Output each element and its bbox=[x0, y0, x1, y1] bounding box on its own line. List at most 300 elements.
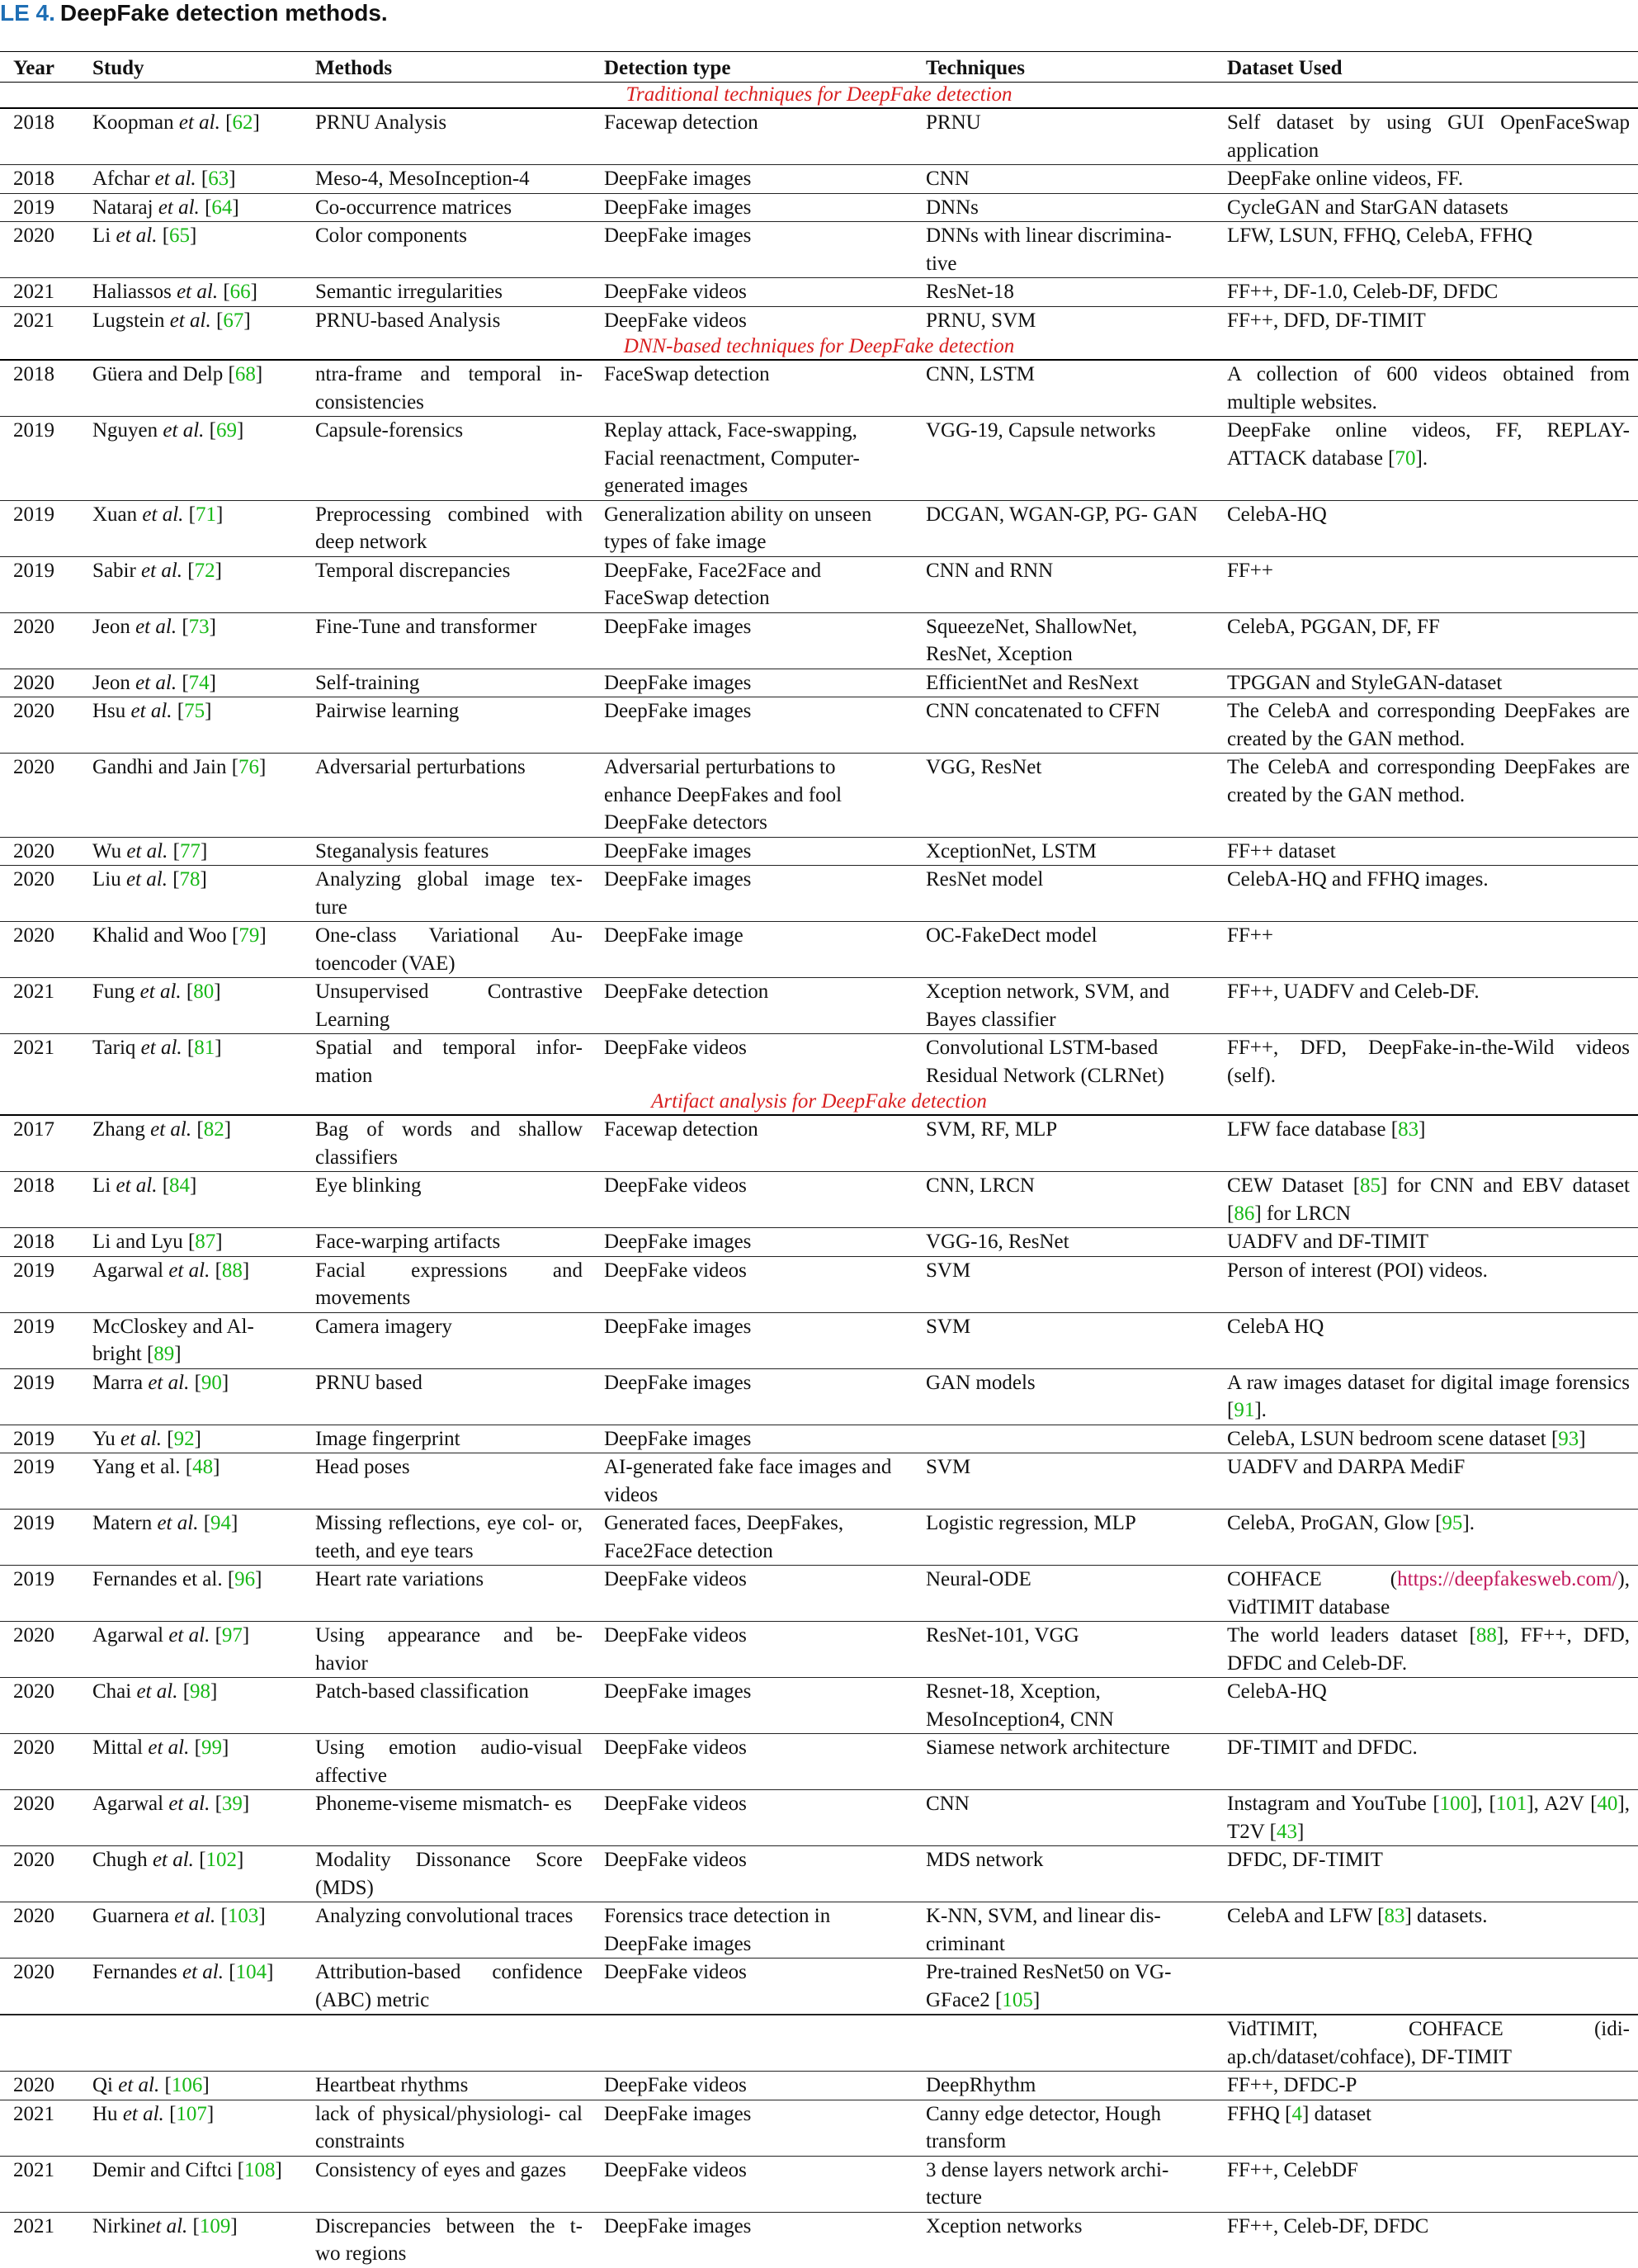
methods-cell: Capsule-forensics bbox=[302, 417, 591, 501]
dataset-cell bbox=[1214, 1846, 1638, 1902]
text-run: [ bbox=[182, 1037, 195, 1059]
techniques-cell: XceptionNet, LSTM bbox=[913, 837, 1214, 866]
methods-cell: ntra-frame and temporal in- consistencies bbox=[315, 363, 583, 413]
text-run: et al. bbox=[148, 1371, 190, 1394]
techniques-cell: MDS network bbox=[913, 1846, 1214, 1902]
text-run: [ bbox=[157, 224, 170, 247]
year-cell: 2020 bbox=[0, 222, 79, 278]
detection-type-cell: DeepFake images bbox=[591, 2100, 913, 2156]
techniques-cell: 3 dense layers network archi- tecture bbox=[913, 2156, 1214, 2212]
techniques-cell: Siamese network architecture bbox=[913, 1734, 1214, 1790]
study-cell bbox=[79, 1510, 302, 1566]
text-run: Demir and Ciftci [ bbox=[92, 2158, 244, 2181]
study-cell bbox=[79, 1846, 302, 1902]
methods-cell: Attribution-based confidence (ABC) metric bbox=[302, 1959, 591, 2015]
study-cell bbox=[79, 360, 302, 417]
text-run: TPGGAN and StyleGAN-dataset bbox=[1227, 671, 1503, 694]
detection-type-cell: DeepFake image bbox=[591, 922, 913, 978]
citation-ref: 86 bbox=[1234, 1202, 1255, 1225]
table-row bbox=[0, 1510, 1638, 1566]
table-label: LE 4. bbox=[0, 0, 55, 26]
text-run: [ bbox=[198, 1512, 211, 1534]
study-cell bbox=[79, 2072, 302, 2100]
table-row bbox=[0, 866, 1638, 922]
text-run: Chugh bbox=[92, 1849, 153, 1871]
detection-type-cell: DeepFake images bbox=[591, 165, 913, 194]
text-run: ] bbox=[242, 1793, 250, 1815]
text-run: [ bbox=[167, 868, 180, 891]
text-run: et al. bbox=[140, 1037, 182, 1059]
techniques-cell: CNN, LSTM bbox=[926, 363, 1035, 385]
table-row bbox=[0, 754, 1638, 838]
url-link[interactable]: https://deepfakesweb.com/ bbox=[1397, 1568, 1618, 1590]
techniques-cell: GAN models bbox=[913, 1368, 1214, 1425]
citation-ref: 79 bbox=[238, 924, 260, 947]
detection-type-cell: DeepFake detection bbox=[591, 978, 913, 1034]
text-run: [ bbox=[181, 980, 194, 1003]
text-run: ] bbox=[242, 1624, 250, 1647]
text-run: [ bbox=[177, 1680, 191, 1703]
detection-type-cell: DeepFake images bbox=[591, 1368, 913, 1425]
methods-cell: lack of physical/physiologi- cal constraints bbox=[302, 2100, 591, 2156]
text-run: DeepFake online videos, FF. bbox=[1227, 168, 1464, 190]
study-cell bbox=[79, 1566, 302, 1622]
text-run: et al. bbox=[136, 1680, 178, 1703]
citation-ref: 98 bbox=[190, 1680, 211, 1703]
text-run: Afchar bbox=[92, 168, 155, 190]
techniques-cell: CNN concatenated to CFFN bbox=[913, 697, 1214, 754]
text-run: CelebA-HQ bbox=[1227, 503, 1327, 526]
dataset-cell bbox=[1214, 1228, 1638, 1257]
methods-cell: Phoneme-viseme mismatch- es bbox=[302, 1790, 591, 1846]
citation-ref: 78 bbox=[179, 868, 201, 891]
dataset-cell bbox=[1214, 500, 1638, 556]
table-body bbox=[0, 83, 1638, 2268]
text-run: Li and Lyu [ bbox=[92, 1231, 196, 1253]
table-row bbox=[0, 1734, 1638, 1790]
year-cell: 2020 bbox=[0, 1790, 79, 1846]
text-run: VidTIMIT, COHFACE (idi- ap.ch/dataset/cohface), DF-TIMIT bbox=[1227, 2018, 1630, 2068]
year-cell: 2020 bbox=[0, 2072, 79, 2100]
text-run: Zhang bbox=[92, 1118, 151, 1141]
table-row bbox=[0, 1790, 1638, 1846]
text-run: CelebA, PGGAN, DF, FF bbox=[1227, 615, 1440, 638]
table-row bbox=[0, 2072, 1638, 2100]
year-cell: 2020 bbox=[0, 669, 79, 697]
text-run: ] bbox=[231, 1512, 238, 1534]
section-title: DNN-based techniques for DeepFake detection bbox=[0, 334, 1638, 360]
citation-ref: 83 bbox=[1384, 1905, 1405, 1927]
techniques-cell: SVM bbox=[913, 1453, 1214, 1510]
methods-cell: Pairwise learning bbox=[302, 697, 591, 754]
text-run: [ bbox=[163, 2102, 177, 2125]
study-cell bbox=[79, 1034, 302, 1090]
citation-ref: 101 bbox=[1495, 1793, 1527, 1815]
text-run: CelebA and LFW [ bbox=[1227, 1905, 1385, 1927]
methods-cell: Consistency of eyes and gazes bbox=[302, 2156, 591, 2212]
dataset-cell bbox=[1214, 2015, 1638, 2072]
citation-ref: 82 bbox=[203, 1118, 224, 1141]
methods-cell: Analyzing convolutional traces bbox=[302, 1902, 591, 1959]
text-run: COHFACE ( bbox=[1227, 1568, 1398, 1590]
detection-type-cell: DeepFake videos bbox=[591, 278, 913, 307]
year-cell: 2021 bbox=[0, 1034, 79, 1090]
text-run: [ bbox=[187, 2214, 200, 2237]
text-run: ] dataset bbox=[1302, 2102, 1371, 2125]
text-run: ] bbox=[221, 1736, 229, 1759]
citation-ref: 108 bbox=[243, 2158, 276, 2181]
citation-ref: 83 bbox=[1398, 1118, 1419, 1141]
year-cell: 2019 bbox=[0, 556, 79, 612]
techniques-cell: DNNs bbox=[913, 193, 1214, 222]
detection-type-cell bbox=[591, 2015, 913, 2072]
table-row bbox=[0, 1846, 1638, 1902]
text-run: ] bbox=[205, 700, 212, 722]
text-run: Li bbox=[92, 224, 116, 247]
dataset-cell bbox=[1214, 2072, 1638, 2100]
year-cell: 2018 bbox=[0, 165, 79, 194]
dataset-cell bbox=[1214, 1172, 1638, 1228]
year-cell: 2018 bbox=[13, 111, 54, 134]
methods-cell bbox=[302, 2015, 591, 2072]
citation-ref: 72 bbox=[194, 559, 215, 582]
dataset-cell bbox=[1214, 222, 1638, 278]
methods-cell: Head poses bbox=[302, 1453, 591, 1510]
study-cell bbox=[79, 1959, 302, 2015]
text-run: Gandhi and Jain [ bbox=[92, 756, 239, 778]
year-cell: 2020 bbox=[0, 1959, 79, 2015]
table-header-row bbox=[0, 52, 1638, 83]
text-run: Guarnera bbox=[92, 1905, 175, 1927]
text-run: Lugstein bbox=[92, 309, 170, 332]
text-run: Qi bbox=[92, 2074, 119, 2096]
text-run: ] bbox=[215, 1037, 222, 1059]
citation-ref: 94 bbox=[210, 1512, 232, 1534]
text-run: ] bbox=[1579, 1427, 1586, 1450]
citation-ref: 64 bbox=[211, 196, 233, 219]
study-cell bbox=[79, 2100, 302, 2156]
methods-cell: Unsupervised Contrastive Learning bbox=[302, 978, 591, 1034]
detection-type-cell: Generalization ability on unseen types of fake image bbox=[591, 500, 913, 556]
text-run: Chai bbox=[92, 1680, 137, 1703]
table-row bbox=[0, 922, 1638, 978]
text-run: ] bbox=[206, 2102, 215, 2125]
year-cell: 2020 bbox=[0, 1902, 79, 1959]
year-cell: 2020 bbox=[0, 1622, 79, 1678]
text-run: FF++, DF-1.0, Celeb-DF, DFDC bbox=[1227, 281, 1499, 303]
dataset-cell bbox=[1214, 306, 1638, 334]
column-header-methods: Methods bbox=[302, 52, 591, 83]
dataset-cell bbox=[1214, 669, 1638, 697]
text-run: ] bbox=[255, 363, 263, 385]
detection-type-cell: DeepFake images bbox=[591, 1425, 913, 1453]
table-row bbox=[0, 1902, 1638, 1959]
methods-cell: Discrepancies between the t- wo regions bbox=[302, 2212, 591, 2268]
dataset-cell bbox=[1214, 165, 1638, 194]
column-header-detection-type: Detection type bbox=[591, 52, 913, 83]
citation-ref: 4 bbox=[1291, 2102, 1302, 2125]
text-run: [ bbox=[172, 700, 185, 722]
table-row bbox=[0, 278, 1638, 307]
methods-cell: Meso-4, MesoInception-4 bbox=[302, 165, 591, 194]
study-cell bbox=[79, 2156, 302, 2212]
citation-ref: 91 bbox=[1234, 1399, 1255, 1421]
methods-cell: PRNU Analysis bbox=[315, 111, 447, 134]
text-run: ], A2V [ bbox=[1527, 1793, 1598, 1815]
text-run: ] bbox=[1418, 1118, 1426, 1141]
study-cell bbox=[79, 754, 302, 838]
techniques-cell: CNN, LRCN bbox=[913, 1172, 1214, 1228]
text-run: ] bbox=[230, 2214, 238, 2237]
text-run: Yang et al. [ bbox=[92, 1456, 193, 1478]
techniques-cell: Resnet-18, Xception, MesoInception4, CNN bbox=[913, 1678, 1214, 1734]
study-cell bbox=[79, 837, 302, 866]
text-run: et al. bbox=[168, 1793, 210, 1815]
text-run: et al. bbox=[130, 700, 172, 722]
citation-ref: 74 bbox=[188, 671, 210, 694]
year-cell: 2020 bbox=[0, 612, 79, 669]
dataset-cell bbox=[1214, 1790, 1638, 1846]
methods-cell: Semantic irregularities bbox=[302, 278, 591, 307]
citation-ref: 43 bbox=[1276, 1820, 1297, 1843]
techniques-cell bbox=[913, 2015, 1214, 2072]
text-run: [ bbox=[189, 1371, 201, 1394]
study-cell bbox=[79, 922, 302, 978]
text-run: et al. bbox=[135, 615, 177, 638]
table-row bbox=[0, 1228, 1638, 1257]
citation-ref: 97 bbox=[221, 1624, 243, 1647]
year-cell: 2020 bbox=[0, 1846, 79, 1902]
citation-ref: 40 bbox=[1597, 1793, 1618, 1815]
text-run: ] bbox=[267, 1961, 274, 1983]
citation-ref: 73 bbox=[188, 615, 210, 638]
text-run: et al. bbox=[126, 839, 168, 862]
detection-type-cell: AI-generated fake face images and videos bbox=[591, 1453, 913, 1510]
table-row bbox=[0, 1959, 1638, 2015]
dataset-cell bbox=[1214, 1453, 1638, 1510]
text-run: FF++, DFD, DF-TIMIT bbox=[1227, 309, 1426, 332]
citation-ref: 85 bbox=[1360, 1174, 1381, 1197]
detection-type-cell: DeepFake images bbox=[591, 612, 913, 669]
year-cell: 2021 bbox=[0, 306, 79, 334]
text-run: et al. bbox=[168, 1259, 210, 1282]
table-row bbox=[0, 500, 1638, 556]
text-run: et al. bbox=[169, 309, 211, 332]
text-run: et al. bbox=[141, 559, 183, 582]
study-cell bbox=[79, 1453, 302, 1510]
techniques-cell: DNNs with linear discrimina- tive bbox=[913, 222, 1214, 278]
methods-cell: One-class Variational Au- toencoder (VAE) bbox=[302, 922, 591, 978]
text-run: et al. bbox=[142, 503, 184, 526]
table-row bbox=[0, 1256, 1638, 1312]
study-cell bbox=[79, 108, 302, 165]
citation-ref: 107 bbox=[176, 2102, 207, 2125]
methods-cell: Preprocessing combined with deep network bbox=[302, 500, 591, 556]
techniques-cell: K-NN, SVM, and linear dis- criminant bbox=[913, 1902, 1214, 1959]
detection-type-cell: DeepFake images bbox=[591, 866, 913, 922]
methods-cell: Missing reflections, eye col- or, teeth, and eye tears bbox=[302, 1510, 591, 1566]
section-title: Artifact analysis for DeepFake detection bbox=[0, 1089, 1638, 1115]
text-run: A raw images dataset for digital image forensics [ bbox=[1227, 1371, 1630, 1421]
methods-cell: Analyzing global image tex- ture bbox=[302, 866, 591, 922]
text-run: ] bbox=[190, 1174, 197, 1197]
text-run: Sabir bbox=[92, 559, 142, 582]
table-row bbox=[0, 837, 1638, 866]
text-run: DeepFake online videos, FF, REPLAY-ATTACK database [ bbox=[1227, 419, 1630, 470]
detection-type-cell: DeepFake videos bbox=[591, 1959, 913, 2015]
citation-ref: 109 bbox=[199, 2214, 231, 2237]
citation-ref: 39 bbox=[221, 1793, 243, 1815]
techniques-cell: Logistic regression, MLP bbox=[913, 1510, 1214, 1566]
methods-cell: Spatial and temporal infor- mation bbox=[302, 1034, 591, 1090]
year-cell: 2019 bbox=[0, 1312, 79, 1368]
section-header-row bbox=[0, 83, 1638, 109]
dataset-cell bbox=[1214, 360, 1638, 417]
year-cell: 2020 bbox=[0, 754, 79, 838]
year-cell: 2019 bbox=[0, 1425, 79, 1453]
text-run: CelebA-HQ bbox=[1227, 1680, 1327, 1703]
text-run: et al. bbox=[150, 1118, 192, 1141]
methods-cell: Image fingerprint bbox=[302, 1425, 591, 1453]
text-run: ] bbox=[210, 1680, 218, 1703]
year-cell: 2020 bbox=[0, 922, 79, 978]
dataset-cell bbox=[1214, 922, 1638, 978]
text-run: CelebA HQ bbox=[1227, 1315, 1324, 1338]
study-cell bbox=[79, 866, 302, 922]
techniques-cell: ResNet model bbox=[913, 866, 1214, 922]
year-cell: 2018 bbox=[0, 1172, 79, 1228]
methods-cell: Bag of words and shallow classifiers bbox=[315, 1118, 583, 1169]
detection-type-cell: DeepFake videos bbox=[591, 1622, 913, 1678]
text-run: ] bbox=[224, 1118, 232, 1141]
year-cell: 2020 bbox=[0, 1678, 79, 1734]
citation-ref: 92 bbox=[173, 1427, 195, 1450]
citation-ref: 66 bbox=[229, 281, 251, 303]
study-cell bbox=[79, 1312, 302, 1368]
text-run: ] for CNN and EBV dataset [ bbox=[1227, 1174, 1630, 1225]
table-row bbox=[0, 165, 1638, 194]
text-run: FF++, UADFV and Celeb-DF. bbox=[1227, 980, 1480, 1003]
detection-type-cell: Replay attack, Face-swapping, Facial reenactment, Computer- generated images bbox=[591, 417, 913, 501]
detection-type-cell: DeepFake images bbox=[591, 669, 913, 697]
text-run: Instagram and YouTube [ bbox=[1227, 1793, 1440, 1815]
study-cell bbox=[79, 612, 302, 669]
citation-ref: 104 bbox=[235, 1961, 267, 1983]
detection-type-cell: DeepFake videos bbox=[591, 1790, 913, 1846]
text-run: ] bbox=[194, 1427, 201, 1450]
text-run: et al. bbox=[152, 1849, 194, 1871]
methods-cell: Color components bbox=[302, 222, 591, 278]
study-cell bbox=[79, 1734, 302, 1790]
text-run: et al. bbox=[146, 2214, 188, 2237]
study-cell bbox=[79, 2212, 302, 2268]
detection-type-cell: DeepFake videos bbox=[591, 2156, 913, 2212]
text-run: [ bbox=[193, 1849, 206, 1871]
detection-type-cell: Adversarial perturbations to enhance DeepFakes and fool DeepFake detectors bbox=[591, 754, 913, 838]
section-header-row bbox=[0, 334, 1638, 360]
dataset-cell bbox=[1214, 978, 1638, 1034]
detection-type-cell: Facewap detection bbox=[604, 1118, 758, 1141]
year-cell: 2021 bbox=[0, 278, 79, 307]
study-cell bbox=[79, 556, 302, 612]
citation-ref: 69 bbox=[215, 419, 237, 442]
text-run: [ bbox=[224, 1961, 236, 1983]
techniques-cell: EfficientNet and ResNext bbox=[913, 669, 1214, 697]
techniques-cell: Convolutional LSTM-based Residual Network (CLRNet) bbox=[913, 1034, 1214, 1090]
citation-ref: 99 bbox=[201, 1736, 222, 1759]
text-run: Fernandes bbox=[92, 1961, 182, 1983]
text-run: FF++ dataset bbox=[1227, 839, 1336, 862]
methods-cell: PRNU-based Analysis bbox=[302, 306, 591, 334]
citation-ref: 102 bbox=[205, 1849, 238, 1871]
text-run: [ bbox=[218, 281, 230, 303]
text-run: ] bbox=[232, 196, 239, 219]
text-run: Khalid and Woo [ bbox=[92, 924, 239, 947]
year-cell: 2021 bbox=[0, 2156, 79, 2212]
detection-type-cell: FaceSwap detection bbox=[604, 363, 770, 385]
dataset-cell bbox=[1214, 108, 1638, 165]
citation-ref: 93 bbox=[1558, 1427, 1579, 1450]
text-run: et al. bbox=[125, 868, 168, 891]
dataset-cell bbox=[1214, 1734, 1638, 1790]
citation-ref: 48 bbox=[192, 1456, 214, 1478]
techniques-cell: VGG, ResNet bbox=[913, 754, 1214, 838]
dataset-cell bbox=[1214, 697, 1638, 754]
text-run: Nguyen bbox=[92, 419, 163, 442]
dataset-cell bbox=[1214, 1622, 1638, 1678]
methods-cell: Steganalysis features bbox=[302, 837, 591, 866]
citation-ref: 87 bbox=[195, 1231, 216, 1253]
text-run: LFW, LSUN, FFHQ, CelebA, FFHQ bbox=[1227, 224, 1532, 247]
table-row bbox=[0, 108, 1638, 165]
year-cell: 2019 bbox=[0, 500, 79, 556]
table-row bbox=[0, 1172, 1638, 1228]
detection-type-cell: DeepFake videos bbox=[591, 1172, 913, 1228]
dataset-cell bbox=[1214, 2100, 1638, 2156]
text-run: ), VidTIMIT database bbox=[1227, 1568, 1630, 1618]
detection-methods-table bbox=[0, 51, 1638, 2268]
techniques-cell: PRNU bbox=[926, 111, 981, 134]
text-run: ], FF++, DFD, DFDC and Celeb-DF. bbox=[1227, 1624, 1630, 1675]
techniques-cell: Neural-ODE bbox=[913, 1566, 1214, 1622]
detection-type-cell: DeepFake videos bbox=[591, 2072, 913, 2100]
methods-cell: Adversarial perturbations bbox=[302, 754, 591, 838]
text-run: ] bbox=[202, 2074, 210, 2096]
text-run: ] bbox=[215, 503, 224, 526]
study-cell bbox=[79, 697, 302, 754]
techniques-cell: DCGAN, WGAN-GP, PG- GAN bbox=[913, 500, 1214, 556]
text-run: ] bbox=[259, 756, 267, 778]
text-run: et al. bbox=[116, 224, 158, 247]
dataset-cell bbox=[1214, 1256, 1638, 1312]
table-row bbox=[0, 1368, 1638, 1425]
text-run: ] datasets. bbox=[1404, 1905, 1488, 1927]
citation-ref: 95 bbox=[1442, 1512, 1463, 1534]
citation-ref: 88 bbox=[1475, 1624, 1497, 1647]
detection-type-cell: DeepFake videos bbox=[591, 1034, 913, 1090]
column-header-dataset-used: Dataset Used bbox=[1214, 52, 1638, 83]
year-cell: 2020 bbox=[0, 837, 79, 866]
text-run: Person of interest (POI) videos. bbox=[1227, 1259, 1488, 1282]
text-run: The CelebA and corresponding DeepFakes are created by the GAN method. bbox=[1227, 756, 1630, 806]
text-run: Jeon bbox=[92, 671, 136, 694]
detection-type-cell: DeepFake images bbox=[591, 2212, 913, 2268]
text-run: [ bbox=[210, 309, 224, 332]
text-run: et al. bbox=[178, 111, 220, 134]
text-run: Nirkin bbox=[92, 2214, 147, 2237]
methods-cell: Face-warping artifacts bbox=[302, 1228, 591, 1257]
dataset-cell bbox=[1214, 1510, 1638, 1566]
